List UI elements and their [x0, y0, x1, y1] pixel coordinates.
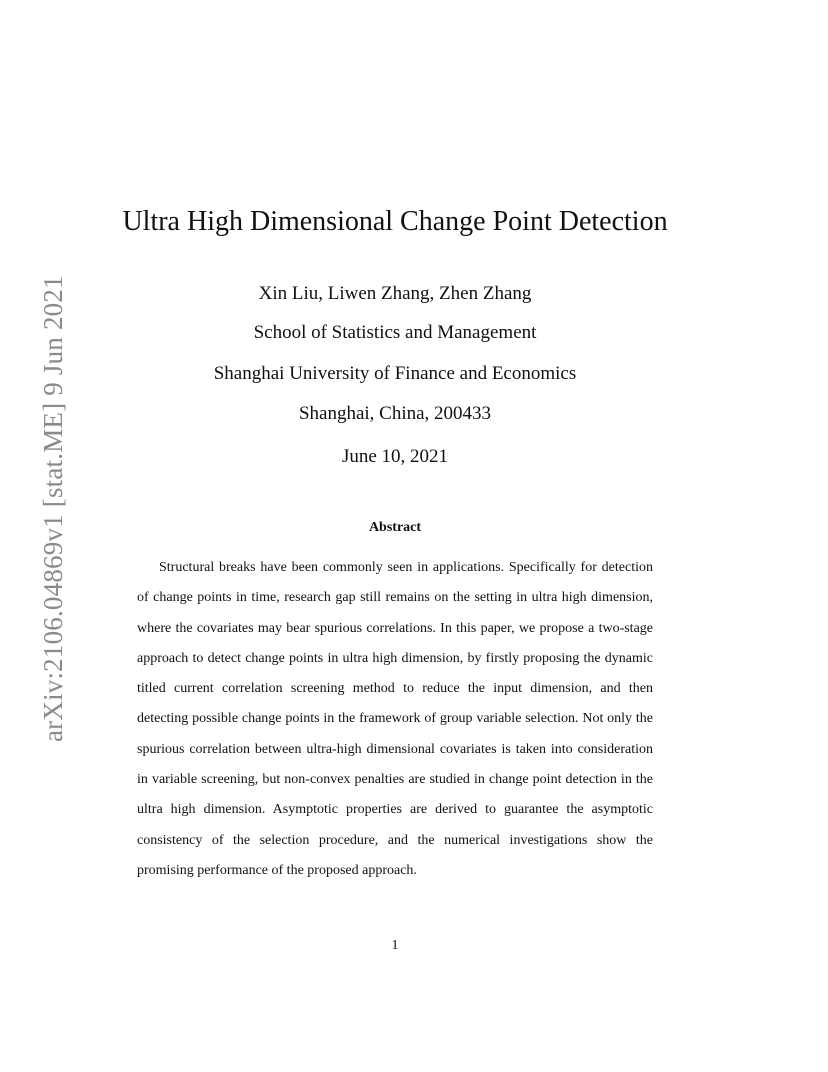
publication-date: June 10, 2021	[341, 446, 449, 467]
abstract-heading: Abstract	[368, 520, 422, 535]
paper-title: Ultra High Dimensional Change Point Detection	[122, 206, 668, 237]
affiliation-department: School of Statistics and Management	[253, 322, 537, 343]
arxiv-identifier[interactable]: arXiv:2106.04869v1 [stat.ME] 9 Jun 2021	[38, 275, 68, 742]
affiliation-university: Shanghai University of Finance and Economics	[213, 363, 577, 384]
abstract-text: Structural breaks have been commonly seen in applications. Specifically for detection of change points in time, research gap still remains on the setting in ultra high dimension, where the covariates may bear spurious correlations. In this paper, we propose a two-stage approach to detect change points in ultra high dimension, by firstly proposing the dynamic titled current correlation screening method to reduce the input dimension, and then detecting possible change points in the framework of group variable selection. Not only the spurious correlation between ultra-high dimensional covariates is taken into consideration in variable screening, but non-convex penalties are studied in change point detection in the ultra high dimension. Asymptotic properties are derived to guarantee the asymptotic consistency of the selection procedure, and the numerical investigations show the promising performance of the proposed approach.	[137, 560, 653, 878]
affiliation-location: Shanghai, China, 200433	[298, 403, 492, 424]
page-number: 1	[391, 938, 399, 953]
author-list: Xin Liu, Liwen Zhang, Zhen Zhang	[258, 283, 532, 304]
